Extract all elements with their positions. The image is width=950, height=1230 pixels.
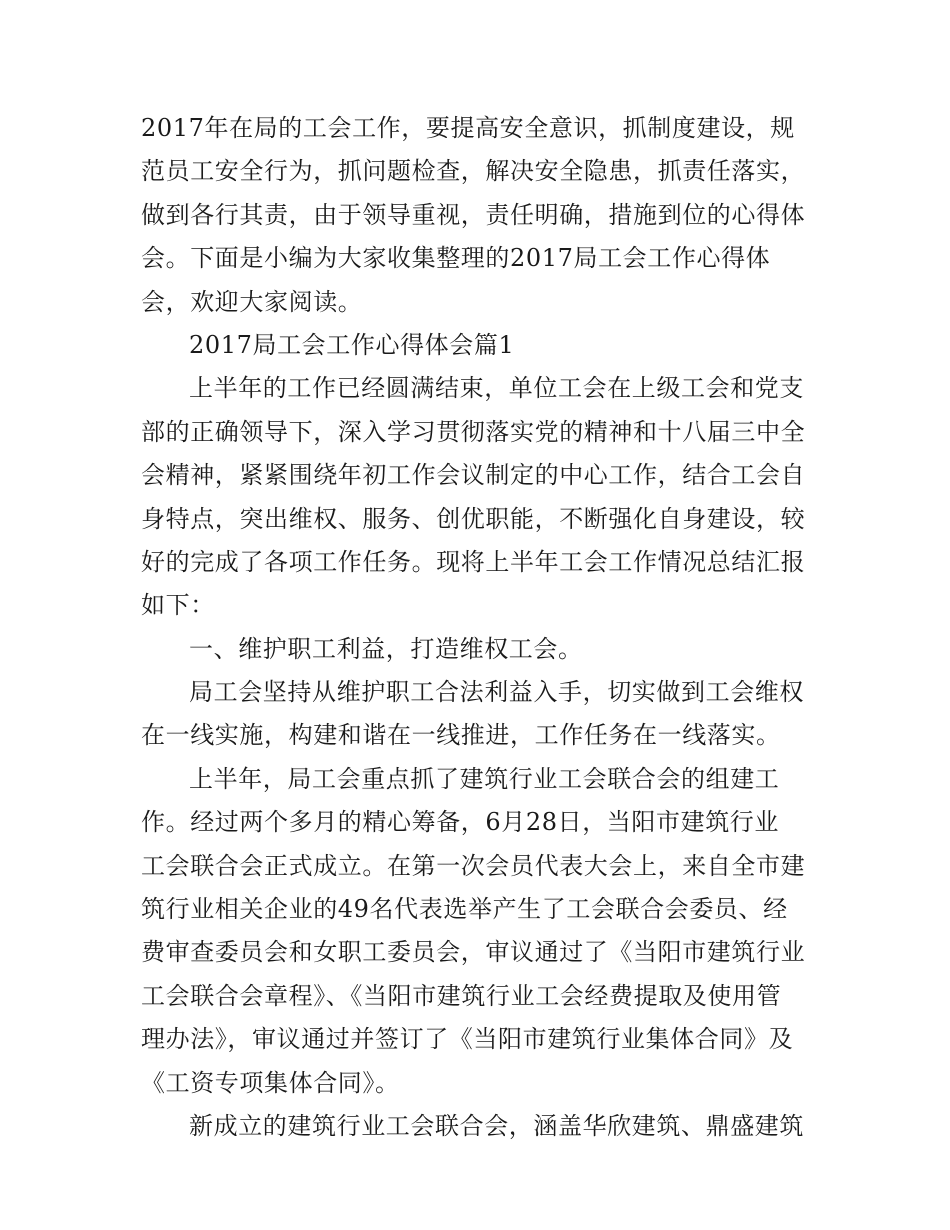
section-heading: 2017局工会工作心得体会篇1 bbox=[189, 330, 515, 359]
text-line: 会精神，紧紧围绕年初工作会议制定的中心工作，结合工会自 bbox=[141, 461, 806, 490]
text-line: 身特点，突出维权、服务、创优职能，不断强化自身建设，较 bbox=[141, 504, 806, 533]
text-line: 部的正确领导下，深入学习贯彻落实党的精神和十八届三中全 bbox=[141, 417, 806, 446]
text-line: 做到各行其责，由于领导重视，责任明确，措施到位的心得体 bbox=[141, 200, 806, 229]
text-line: 作。经过两个多月的精心筹备，6月28日，当阳市建筑行业 bbox=[141, 808, 780, 837]
text-line: 新成立的建筑行业工会联合会，涵盖华欣建筑、鼎盛建筑 bbox=[189, 1111, 804, 1140]
text-line: 在一线实施，构建和谐在一线推进，工作任务在一线落实。 bbox=[141, 721, 781, 750]
text-line: 好的完成了各项工作任务。现将上半年工会工作情况总结汇报 bbox=[141, 547, 806, 576]
text-line: 会。下面是小编为大家收集整理的2017局工会工作心得体 bbox=[141, 244, 771, 273]
document-body bbox=[141, 107, 821, 1148]
text-line: 工会联合会正式成立。在第一次会员代表大会上，来自全市建 bbox=[141, 851, 806, 880]
text-line: 局工会坚持从维护职工合法利益入手，切实做到工会维权 bbox=[189, 678, 804, 707]
subsection-heading: 一、维护职工利益，打造维权工会。 bbox=[189, 634, 583, 663]
text-line: 会，欢迎大家阅读。 bbox=[141, 287, 363, 316]
text-line: 筑行业相关企业的49名代表选举产生了工会联合会委员、经 bbox=[141, 895, 788, 924]
text-line: 《工资专项集体合同》。 bbox=[141, 1068, 400, 1097]
text-line: 上半年，局工会重点抓了建筑行业工会联合会的组建工 bbox=[189, 764, 780, 793]
text-line: 费审查委员会和女职工委员会，审议通过了《当阳市建筑行业 bbox=[141, 938, 806, 967]
text-line: 如下： bbox=[141, 591, 215, 620]
text-line: 范员工安全行为，抓问题检查，解决安全隐患，抓责任落实， bbox=[141, 157, 806, 186]
text-line: 理办法》，审议通过并签订了《当阳市建筑行业集体合同》及 bbox=[141, 1025, 794, 1054]
text-line: 上半年的工作已经圆满结束，单位工会在上级工会和党支 bbox=[189, 374, 804, 403]
text-line: 2017年在局的工会工作，要提高安全意识，抓制度建设，规 bbox=[141, 114, 795, 142]
text-line: 工会联合会章程》、《当阳市建筑行业工会经费提取及使用管 bbox=[141, 981, 782, 1010]
